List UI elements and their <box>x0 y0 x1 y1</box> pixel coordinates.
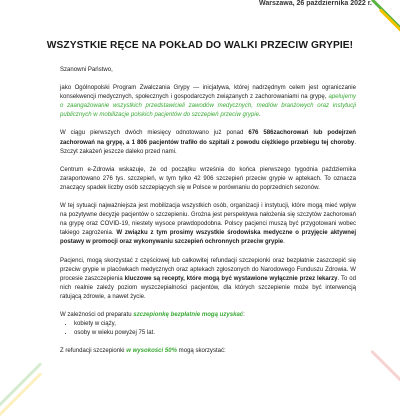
paragraph-free-vaccine <box>60 311 356 320</box>
list-item: • kobiety w ciąży, <box>74 320 356 329</box>
text: mogą skorzystać: <box>176 348 226 355</box>
free-vaccine-highlight: szczepionkę bezpłatnie mogą uzyskać <box>133 311 244 318</box>
text: Z refundacji szczepionki <box>60 348 127 355</box>
text: : <box>243 311 245 318</box>
text: W ciągu pierwszych dwóch miesięcy odnotowano już ponad <box>60 130 249 137</box>
prescription-highlight: kluczowe są recepty, które mogą być wystawione wyłącznie przez lekarzy <box>124 275 338 282</box>
refund-50-highlight: w wysokości 50% <box>126 348 177 355</box>
paragraph-refund-50 <box>60 347 356 356</box>
greeting: Szanowni Państwo, <box>60 67 113 73</box>
text: W zależności od preparatu <box>60 311 134 318</box>
mobilization-highlight: W związku z tym prosimy wszystkie środowiska medyczne o przyjęcie aktywnej postawy w promocji oraz wykonywaniu szczepień ochronnych przeciw grypie <box>60 230 357 246</box>
letter-date: Warszawa, 26 października 2022 r. <box>259 0 372 7</box>
decor-stripe-yellow <box>379 8 400 38</box>
paragraph-ezdrowie: Centrum e-Zdrowia wskazuje, że od początku września do końca pierwszego tygodnia października zaraportowano 276 tys. szczepień, w tym tylko 42 906 szczepień przeciw grypie w aptekach. To oznacza znaczący spadek liczby osób szczepiących się w Polsce w porównaniu do poprzednich sezonów. <box>60 166 356 191</box>
list-item: • osoby w wieku powyżej 75 lat. <box>74 329 356 338</box>
text: . Szczyt zakażeń jeszcze daleko przed nami. <box>60 139 356 155</box>
text: jako Ogólnopolski Program Zwalczania Grypy — inicjatywa, której nadrzędnym celem jest ograniczanie konsekwencji medycznych, społecznych i gospodarczych związanych z zachorowaniami na grypę, <box>60 85 356 101</box>
paragraph-refund <box>60 257 356 302</box>
eligible-list <box>60 320 356 338</box>
letter-body <box>60 66 356 365</box>
letter-title: WSZYSTKIE RĘCE NA POKŁAD DO WALKI PRZECIW GRYPIE! <box>46 40 354 51</box>
text: . <box>283 239 285 246</box>
paragraph-intro <box>60 84 356 120</box>
text: . To od nich realnie zależy poziom wyszczepialności pacjentów, dla których szczepienie może być interwencją ratującą zdrowie, a nawet życie. <box>60 275 357 300</box>
paragraph-statistics <box>60 129 356 156</box>
appeal-highlight: apelujemy o zaangażowanie wszystkich przedstawicieli zawodów medycznych, mediów branżowych oraz instytucji publicznych w mobilizacje polskich pacjentów do szczepień przeciw grypie <box>60 94 356 119</box>
text: . <box>258 112 261 119</box>
paragraph-mobilization <box>60 202 356 247</box>
text: Pacjenci, mogą skorzystać z częściowej lub całkowitej refundacji szczepionki oraz bezpłatnie zaszczepić się przeciw grypie w placówkach medycznych oraz aptekach zgłoszonych do Narodowego Funduszu Zdrowia. W procesie zaszczepienia <box>60 257 356 282</box>
decor-stripe-red-bottom <box>370 350 400 387</box>
text: W tej sytuacji najważniejsza jest mobilizacja wszystkich osób, organizacji i instytucji, które mogą mieć wpływ na pozytywne decyzje pacjentów o szczepieniu. Grożna jest perspektywa nałożenia się szczytów zachorowań na grypę oraz COVID-19, niestety wysoce prawdopodobna. Polscy pacjenci muszą być przygotowani wobec takiego zagrożenia. <box>60 203 356 237</box>
decor-stripe-green-bottom <box>0 362 42 407</box>
statistics-highlight: 676 586zachorowań lub podejrzeń zachorowań na grypę, a 1 806 pacjentów trafiło do szpitali z powodu ciężkiego przebiegu tej choroby <box>60 130 356 146</box>
